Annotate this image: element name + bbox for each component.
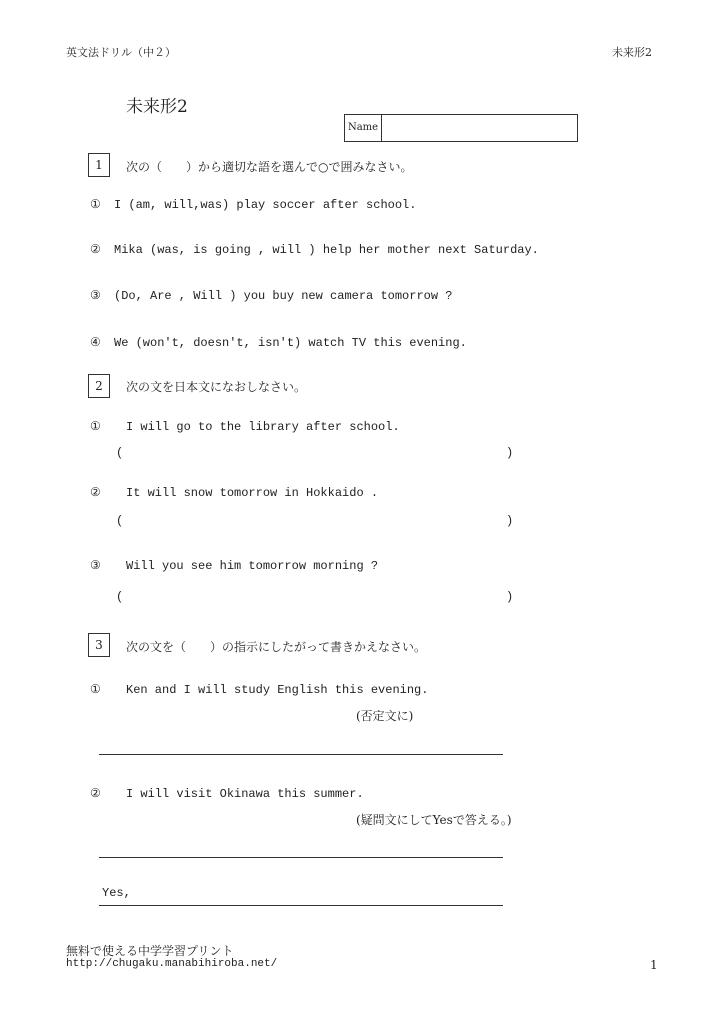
section3-instruction: 次の文を（ ）の指示にしたがって書きかえなさい。 [126, 640, 427, 654]
s1-item1-text: I (am, will,was) play soccer after school. [114, 198, 417, 212]
s2-answer3-close: ) [506, 590, 514, 604]
s2-answer1-close: ) [506, 446, 514, 460]
s3-item2-directive: (疑問文にしてYesで答える。) [356, 813, 512, 827]
section2-number: 2 [88, 374, 110, 398]
s1-item3-mark: ③ [90, 288, 101, 302]
name-box [344, 114, 578, 142]
section3-number: 3 [88, 633, 110, 657]
s1-item1-mark: ① [90, 197, 101, 211]
s2-answer1-open: ( [116, 446, 124, 460]
footer-url[interactable]: http://chugaku.manabihiroba.net/ [66, 958, 278, 970]
page-number: 1 [650, 958, 658, 972]
s2-answer2-close: ) [506, 514, 514, 528]
s1-item2-text: Mika (was, is going , will ) help her mother next Saturday. [114, 243, 539, 257]
s2-item3-text: Will you see him tomorrow morning ? [126, 559, 379, 573]
s3-item1-directive: (否定文に) [356, 709, 414, 723]
footer-site-name: 無料で使える中学学習プリント [66, 944, 234, 958]
header-left: 英文法ドリル（中２） [66, 46, 176, 59]
s2-item1-mark: ① [90, 419, 101, 433]
name-field[interactable] [382, 115, 577, 141]
s3-item2-text: I will visit Okinawa this summer. [126, 787, 364, 801]
s2-item2-text: It will snow tomorrow in Hokkaido . [126, 486, 379, 500]
s3-answer2-line[interactable] [99, 857, 503, 858]
s2-item1-text: I will go to the library after school. [126, 420, 400, 434]
s3-answer3-line[interactable] [99, 905, 503, 906]
page-title: 未来形2 [126, 97, 188, 117]
section1-number: 1 [88, 153, 110, 177]
name-label: Name [345, 115, 382, 141]
s2-answer2-space[interactable] [130, 512, 500, 530]
s2-answer3-space[interactable] [130, 588, 500, 606]
s1-item4-text: We (won't, doesn't, isn't) watch TV this evening. [114, 336, 467, 350]
s2-item3-mark: ③ [90, 558, 101, 572]
s1-item2-mark: ② [90, 242, 101, 256]
s3-answer1-line[interactable] [99, 754, 503, 755]
s1-item3-text: (Do, Are , Will ) you buy new camera tomorrow ? [114, 289, 453, 303]
s3-item1-text: Ken and I will study English this evening. [126, 683, 429, 697]
s1-item4-mark: ④ [90, 335, 101, 349]
section2-instruction: 次の文を日本文になおしなさい。 [126, 380, 307, 394]
s3-item2-mark: ② [90, 786, 101, 800]
s2-answer2-open: ( [116, 514, 124, 528]
s2-answer3-open: ( [116, 590, 124, 604]
s2-item2-mark: ② [90, 485, 101, 499]
section1-instruction: 次の（ ）から適切な語を選んで○で囲みなさい。 [126, 160, 413, 174]
s2-answer1-space[interactable] [130, 444, 500, 462]
s3-item1-mark: ① [90, 682, 101, 696]
s3-yes-label: Yes, [102, 886, 131, 900]
header-right: 未来形2 [612, 46, 652, 59]
